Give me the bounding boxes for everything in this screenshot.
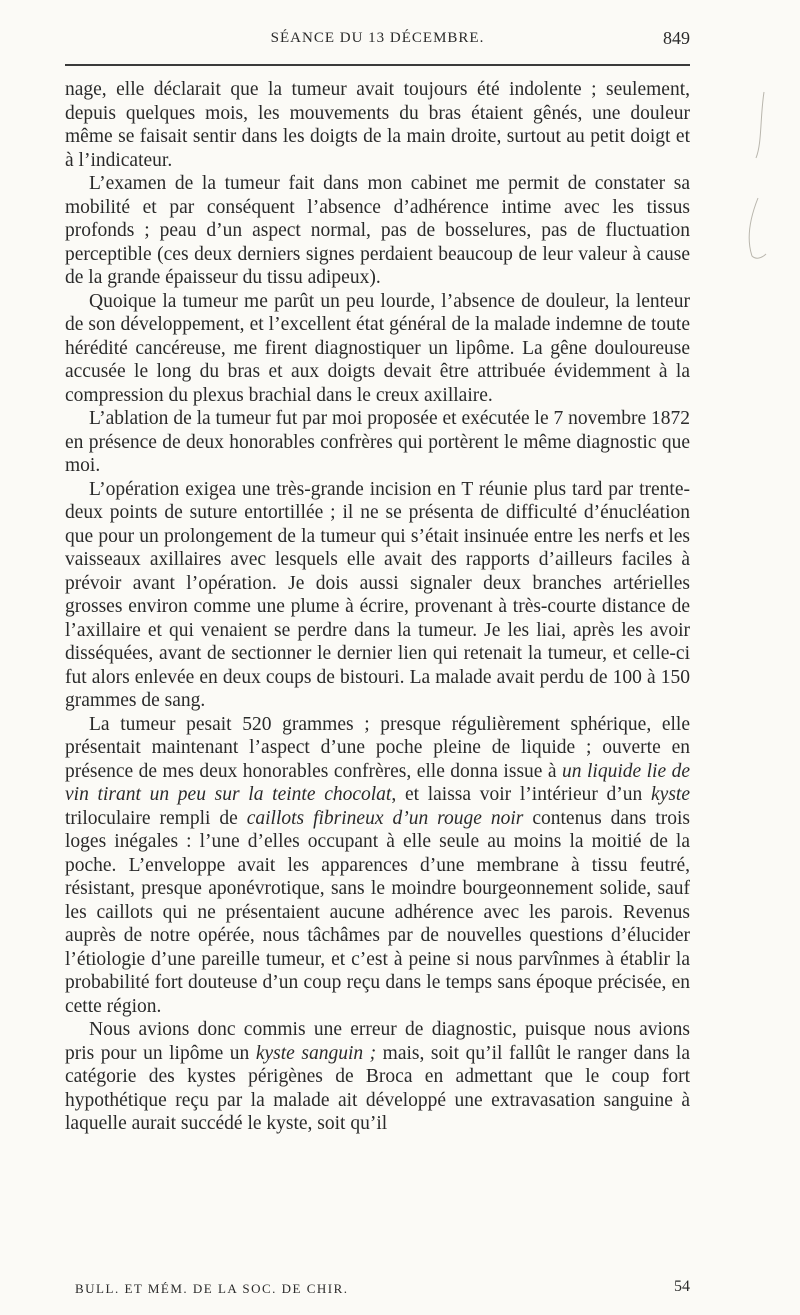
page-number: 849 <box>663 28 690 48</box>
paragraph-6 <box>65 713 690 1019</box>
margin-pencil-mark <box>740 88 780 278</box>
paragraph-6-text: triloculaire rempli de <box>65 807 247 829</box>
italic-liquide: un liquide lie de vin tirant un peu sur la teinte chocolat <box>65 760 690 805</box>
italic-caillots: caillots fibrineux d’un rouge noir <box>246 807 524 829</box>
paragraph-5: L’opération exigea une très-grande incision en T réunie plus tard par trente-deux points de suture entortillée ; il ne se présenta de difficulté d’énucléation que pour un prolongement de la tumeur qui s’était insinuée entre les nerfs et les vaisseaux axillaires avec lesquels elle avait des rapports d’ailleurs faciles à prévoir avant l’opération. Je dois aussi signaler deux branches artérielles grosses environ comme une plume à écrire, provenant à très-courte distance de l’axillaire et qui venaient se perdre dans la tumeur. Je les liai, après les avoir disséquées, avant de sectionner le dernier lien qui retenait la tumeur, et celle-ci fut alors enlevée en deux coups de bistouri. La malade avait perdu de 100 à 150 grammes de sang. <box>65 478 690 711</box>
footer-journal: BULL. ET MÉM. DE LA SOC. DE CHIR. <box>75 1281 349 1296</box>
paragraph-2: L’examen de la tumeur fait dans mon cabinet me permit de constater sa mobilité et par conséquent l’absence d’adhérence intime avec les tissus profonds ; peau d’un aspect normal, pas de bosselures, pas de fluctuation perceptible (ces deux derniers signes perdaient beaucoup de leur valeur à cause de la grande épaisseur du tissu adipeux). <box>65 173 690 288</box>
running-header <box>65 30 690 56</box>
paragraph-7 <box>65 1018 690 1136</box>
paragraph-3: Quoique la tumeur me parût un peu lourde, l’absence de douleur, la lenteur de son développement, et l’excellent état général de la malade indemne de toute hérédité cancéreuse, me firent diagnostiquer un lipôme. La gêne douloureuse accusée le long du bras et aux doigts devait être attribuée évidemment à la compression du plexus brachial dans le creux axillaire. <box>65 290 690 406</box>
italic-kyste: kyste <box>651 784 691 805</box>
paragraph-4: L’ablation de la tumeur fut par moi proposée et exécutée le 7 novembre 1872 en présence de deux honorables confrères qui portèrent le même diagnostic que moi. <box>65 408 690 476</box>
paragraph-7-text: mais, soit qu’il fallût le ranger dans la catégorie des kystes périgènes de Broca en admettant que le coup fort hypothétique reçu par la malade ait développé une extravasation sanguine à laquelle aurait succédé le kyste, soit qu’il <box>65 1042 690 1134</box>
page-footer <box>75 1278 690 1301</box>
paragraph-6-text: La tumeur pesait 520 grammes ; presque régulièrement sphérique, elle présentait maintenant l’aspect d’une poche pleine de liquide ; ouverte en présence de mes deux honorables confrères, elle donna issue à <box>65 713 690 782</box>
header-rule <box>65 64 690 66</box>
paragraph-6-text: , et laissa voir l’intérieur d’un <box>391 784 652 805</box>
body-text <box>65 78 690 1136</box>
header-title: SÉANCE DU 13 DÉCEMBRE. <box>270 30 485 46</box>
paragraph-6-text: contenus dans trois loges inégales : l’une d’elles occupant à elle seule au moins la moitié de la poche. L’enveloppe avait les apparences d’une membrane à tissu feutré, résistant, presque aponévrotique, sans le moindre bourgeonnement solide, sauf les caillots qui ne présentaient aucune adhérence avec les parois. Revenus auprès de notre opérée, nous tâchâmes par de nouvelles questions d’élucider l’étiologie d’une pareille tumeur, et c’est à peine si nous parvînmes à établir la probabilité fort douteuse d’un coup reçu dans le temps sans époque précisée, en cette région. <box>65 807 690 1017</box>
italic-kyste-sanguin: kyste sanguin ; <box>255 1042 377 1064</box>
paragraph-7-text: Nous avions donc commis une erreur de diagnostic, puisque nous avions pris pour un lipôme un <box>65 1019 690 1064</box>
paragraph-1: nage, elle déclarait que la tumeur avait toujours été indolente ; seulement, depuis quelques mois, les mouvements du bras étaient gênés, une douleur même se faisait sentir dans les doigts de la main droite, surtout au petit doigt et à l’indicateur. <box>65 79 690 171</box>
footer-signature: 54 <box>674 1278 690 1295</box>
